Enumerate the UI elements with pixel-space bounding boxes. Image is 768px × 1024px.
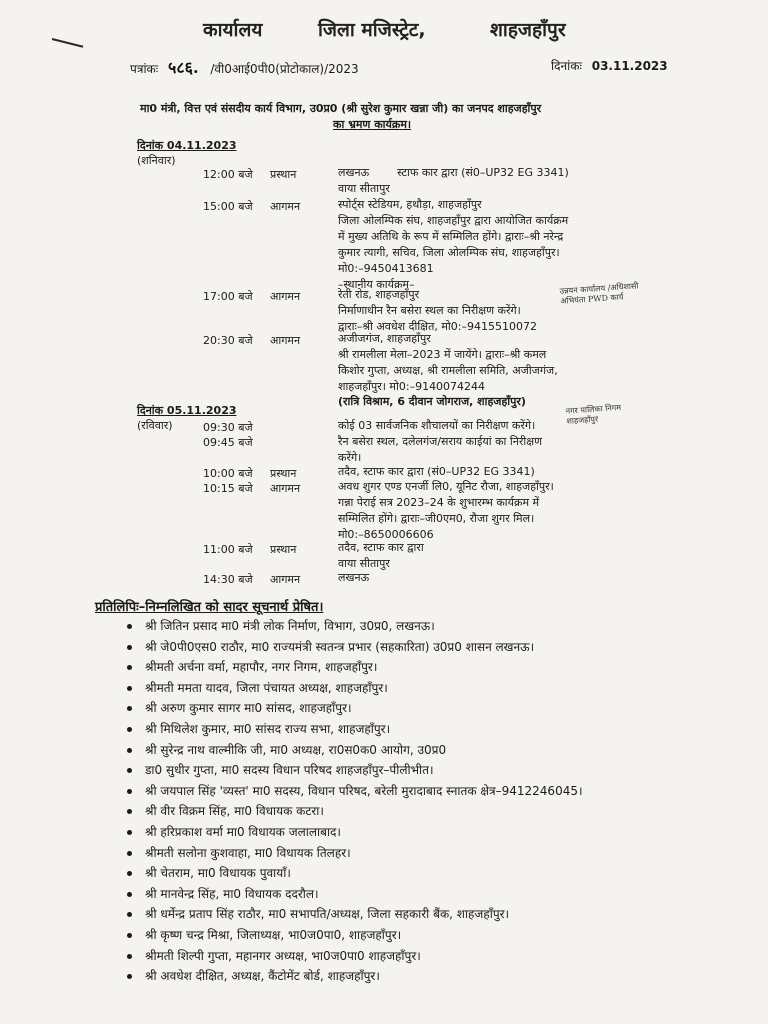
detail-line: –स्थानीय कार्यक्रम– [338, 278, 415, 291]
handwritten-note-nagar: नगर पालिका निगम शाहजहाँपुर [565, 402, 622, 426]
copy-recipient-item: श्री हरिप्रकाश वर्मा मा0 विधायक जलालाबाद। [145, 825, 341, 839]
bullet-icon [127, 665, 132, 670]
pen-stroke-mark [52, 38, 84, 48]
copy-recipient-item: श्रीमती सलोना कुशवाहा, मा0 विधायक तिलहर। [145, 845, 351, 860]
bullet-icon [127, 954, 132, 959]
day2-action-4: आगमन [270, 482, 301, 495]
day1-action-4: आगमन [270, 334, 301, 347]
detail-line: तदैव, स्टाफ कार द्वारा [338, 541, 424, 554]
copy-recipient-item: डा0 सुधीर गुप्ता, मा0 सदस्य विधान परिषद शाहजहाँपुर–पीलीभीत। [145, 763, 434, 778]
copy-recipient-item: श्रीमती शिल्पी गुप्ता, महानगर अध्यक्ष, भा0ज0पा0 शाहजहाँपुर। [145, 948, 421, 963]
detail-line: किशोर गुप्ता, अध्यक्ष, श्री रामलीला समिति, अजीजगंज, [338, 364, 558, 377]
bullet-icon [127, 727, 132, 732]
bullet-icon [127, 871, 132, 876]
bullet-icon [127, 892, 132, 897]
day2-detail-4 [338, 479, 626, 543]
detail-line: मो0:–9450413681 [338, 262, 434, 275]
bullet-icon [127, 624, 132, 629]
copy-recipient-item: श्री अवधेश दीक्षित, अध्यक्ष, कैंटोमेंट बोर्ड, शाहजहाँपुर। [145, 969, 380, 984]
copy-recipient-item: श्री मिथिलेश कुमार, मा0 सांसद राज्य सभा, शाहजहाँपुर। [145, 722, 391, 736]
detail-line: करेंगे। [338, 451, 362, 464]
copy-recipient-item: श्री चेतराम, मा0 विधायक पुवायाँ। [145, 866, 291, 881]
copy-recipient-item: श्री जे0पी0एस0 राठौर, मा0 राज्यमंत्री स्वतन्त्र प्रभार (सहकारिता) उ0प्र0 शासन लखनऊ। [145, 639, 535, 654]
detail-line: स्पोर्ट्स स्टेडियम, हथौड़ा, शाहजहाँपुर [338, 198, 482, 211]
office-heading: कार्यालय [203, 19, 263, 41]
copy-recipient-item: श्रीमती ममता यादव, जिला पंचायत अध्यक्ष, शाहजहाँपुर। [145, 680, 388, 695]
detail-line: रेती रोड, शाहजहाँपुर [338, 288, 420, 301]
detail-line: अजीजगंज, शाहजहाँपुर [338, 332, 431, 345]
day2-detail-3 [338, 464, 626, 480]
date-label: दिनांकः [551, 59, 582, 73]
day1-action-3: आगमन [270, 290, 301, 303]
day2-time-1: 09:30 बजे [203, 421, 253, 434]
detail-line: शाहजहाँपुर। मो0:–9140074244 [338, 380, 486, 393]
copy-recipient-item: श्री मानवेन्द्र सिंह, मा0 विधायक ददरौल। [145, 886, 319, 901]
day1-time-4: 20:30 बजे [203, 334, 253, 347]
copy-recipient-item: श्री धर्मेन्द्र प्रताप सिंह राठौर, मा0 सभापति/अध्यक्ष, जिला सहकारी बैंक, शाहजहाँपुर। [145, 907, 510, 922]
day1-time-1: 12:00 बजे [203, 168, 253, 181]
detail-line: निर्माणाधीन रैन बसेरा स्थल का निरीक्षण करेंगे। [338, 304, 521, 317]
detail-line: में मुख्य अतिथि के रूप में सम्मिलित होंगे। द्वाराः–श्री नरेन्द्र [338, 230, 564, 243]
detail-line: वाया सीतापुर [338, 557, 390, 570]
city-heading: शाहजहाँपुर [490, 19, 566, 41]
detail-line: रैन बसेरा स्थल, दलेलगंज/सराय काईयां का निरीक्षण [338, 435, 543, 448]
bullet-icon [127, 748, 132, 753]
day2-time-6: 14:30 बजे [203, 573, 253, 586]
day1-detail-2 [338, 197, 626, 293]
bullet-icon [127, 768, 132, 773]
detail-line: लखनऊ स्टाफ कार द्वारा (सं0–UP32 EG 3341) [338, 166, 569, 179]
detail-line: मो0:–8650006606 [338, 528, 434, 541]
magistrate-heading: जिला मजिस्ट्रेट, [318, 19, 426, 41]
detail-line: वाया सीतापुर [338, 182, 390, 195]
day2-weekday: (रविवार) [137, 419, 173, 432]
detail-line: लखनऊ [338, 571, 370, 584]
bullet-icon [127, 974, 132, 979]
day2-action-3: प्रस्थान [270, 467, 297, 480]
day1-date: दिनांक 04.11.2023 [137, 139, 237, 152]
day1-time-3: 17:00 बजे [203, 290, 253, 303]
copy-recipient-item: श्री सुरेन्द्र नाथ वाल्मीकि जी, मा0 अध्यक्ष, रा0स0क0 आयोग, उ0प्र0 [145, 742, 447, 757]
day1-detail-4 [338, 331, 626, 395]
day2-action-5: प्रस्थान [270, 543, 297, 556]
letter-date [551, 57, 668, 74]
day2-detail-6 [338, 570, 626, 586]
ref-label: पत्रांकः [130, 62, 159, 76]
day1-weekday: (शनिवार) [137, 154, 176, 167]
day2-detail-2 [338, 434, 626, 466]
bullet-icon [127, 645, 132, 650]
day1-action-1: प्रस्थान [270, 168, 297, 181]
copies-heading: प्रतिलिपिः–निम्नलिखित को सादर सूचनार्थ प्रेषित। [95, 600, 324, 615]
day2-time-2: 09:45 बजे [203, 436, 253, 449]
bullet-icon [127, 851, 132, 856]
day2-time-3: 10:00 बजे [203, 467, 253, 480]
copy-recipient-item: श्री कृष्ण चन्द्र मिश्रा, जिलाध्यक्ष, भा0ज0पा0, शाहजहाँपुर। [145, 928, 402, 942]
day2-date: दिनांक 05.11.2023 [137, 404, 237, 417]
bullet-icon [127, 933, 132, 938]
detail-line: जिला ओलम्पिक संघ, शाहजहाँपुर द्वारा आयोजित कार्यक्रम [338, 214, 569, 227]
copy-recipient-item: श्री जयपाल सिंह 'व्यस्त' मा0 सदस्य, विधान परिषद, बरेली मुरादाबाद स्नातक क्षेत्र–9412246045। [145, 783, 583, 798]
bullet-icon [127, 809, 132, 814]
bullet-icon [127, 912, 132, 917]
day2-detail-5 [338, 540, 626, 572]
detail-line: श्री रामलीला मेला–2023 में जायेंगे। द्वाराः–श्री कमल [338, 348, 547, 361]
day1-night-stay: (रात्रि विश्राम, 6 दीवान जोगराज, शाहजहाँपुर) [338, 395, 526, 408]
date-value: 03.11.2023 [591, 59, 668, 73]
copy-recipient-item: श्री अरुण कुमार सागर मा0 सांसद, शाहजहाँपुर। [145, 701, 352, 716]
bullet-icon [127, 686, 132, 691]
copy-recipient-item: श्रीमती अर्चना वर्मा, महापौर, नगर निगम, शाहजहाँपुर। [145, 660, 378, 675]
ref-number-handwritten: ५८६. [168, 58, 199, 77]
detail-line: तदैव, स्टाफ कार द्वारा (सं0–UP32 EG 3341) [338, 465, 535, 478]
copy-recipient-item: श्री जितिन प्रसाद मा0 मंत्री लोक निर्माण, विभाग, उ0प्र0, लखनऊ। [145, 619, 435, 633]
day1-time-2: 15:00 बजे [203, 200, 253, 213]
day2-time-5: 11:00 बजे [203, 543, 253, 556]
day1-action-2: आगमन [270, 200, 301, 213]
reference-line [130, 56, 359, 78]
bullet-icon [127, 830, 132, 835]
detail-line: द्वाराः–श्री अवधेश दीक्षित, मो0:–9415510072 [338, 320, 537, 333]
detail-line: कुमार त्यागी, सचिव, जिला ओलम्पिक संघ, शाहजहाँपुर। [338, 246, 560, 259]
handwritten-note-pwd: उन्नयन कार्यालय /अधिशासी अभियंता PWD कार्य [559, 281, 639, 306]
subject-line-1: मा0 मंत्री, वित्त एवं संसदीय कार्य विभाग, उ0प्र0 (श्री सुरेश कुमार खन्ना जी) का जनपद शाहजहाँपुर [140, 102, 542, 115]
copy-recipient-item: श्री वीर विक्रम सिंह, मा0 विधायक कटरा। [145, 804, 324, 819]
detail-line: अवध शुगर एण्ड एनर्जी लि0, यूनिट रौजा, शाहजहाँपुर। [338, 480, 554, 493]
detail-line: सम्मिलित होंगे। द्वाराः–जी0एम0, रौजा शुगर मिल। [338, 512, 535, 525]
detail-line: कोई 03 सार्वजनिक शौचालयों का निरीक्षण करेंगे। [338, 419, 536, 432]
day1-detail-1 [338, 165, 626, 197]
subject-line-2: का भ्रमण कार्यक्रम। [333, 118, 412, 131]
ref-rest: /वी0आई0पी0(प्रोटोकाल)/2023 [210, 62, 359, 76]
day2-time-4: 10:15 बजे [203, 482, 253, 495]
detail-line: गन्ना पेराई सत्र 2023–24 के शुभारम्भ कार्यक्रम में [338, 496, 540, 509]
day2-action-6: आगमन [270, 573, 301, 586]
bullet-icon [127, 706, 132, 711]
bullet-icon [127, 789, 132, 794]
